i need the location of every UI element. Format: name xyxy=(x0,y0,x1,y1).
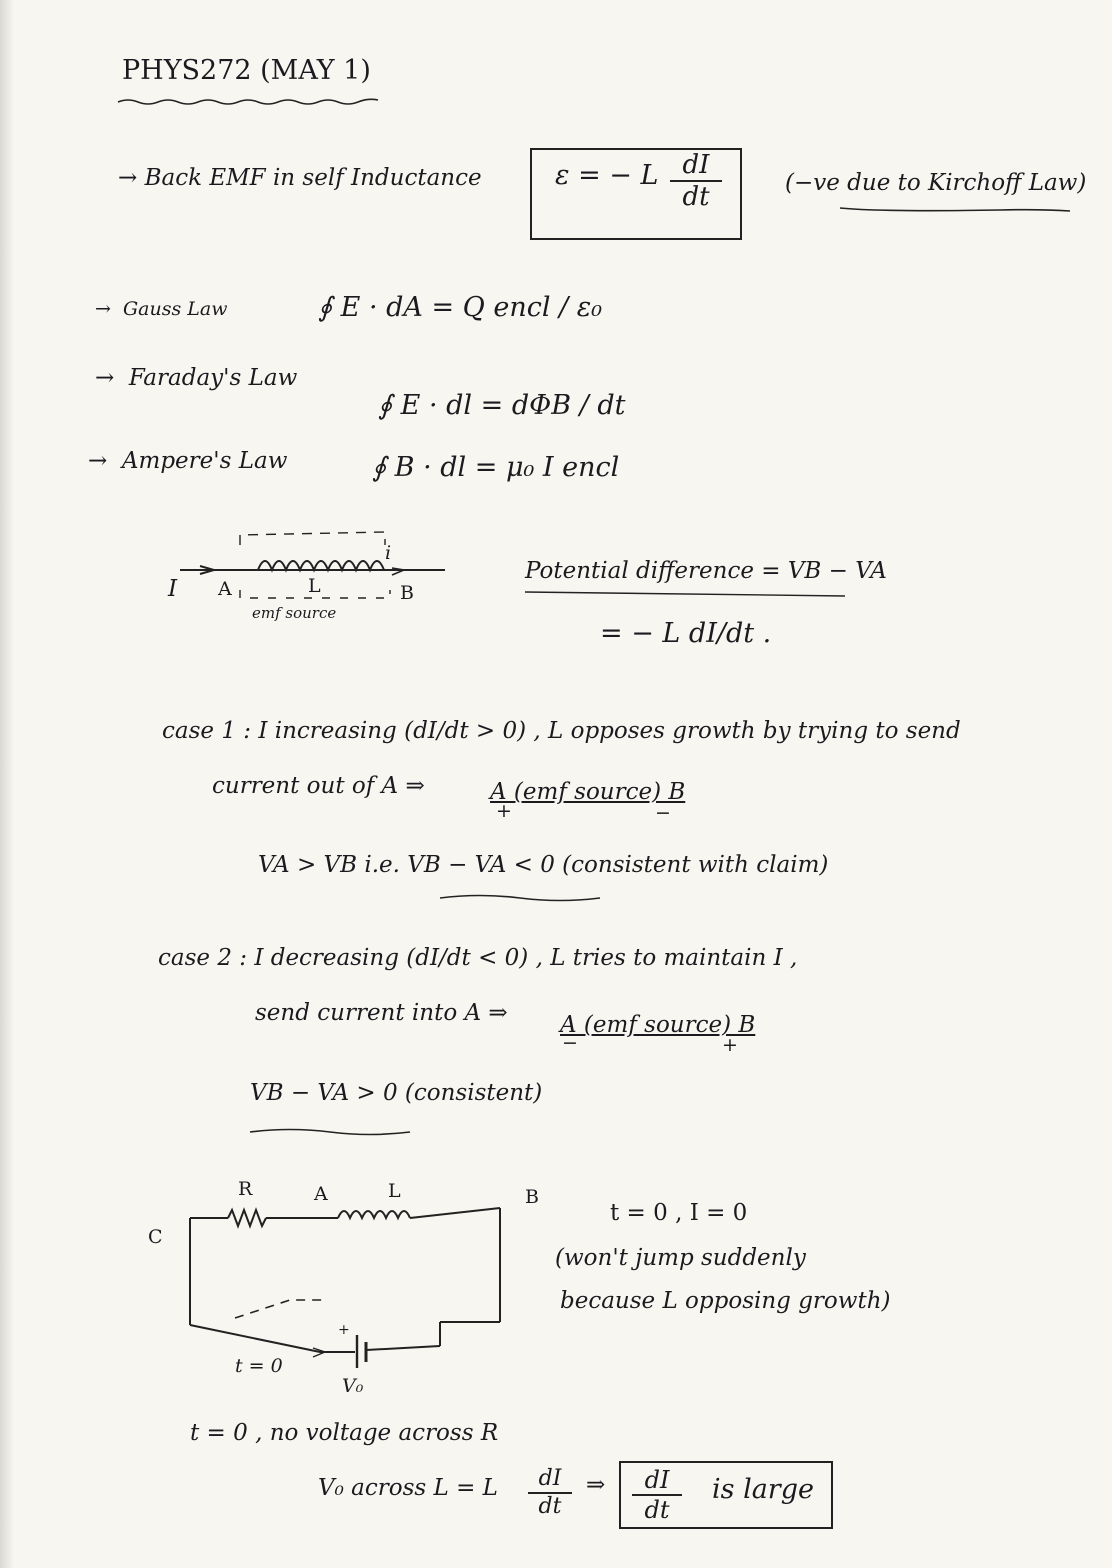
conclusion-boxed-fraction xyxy=(632,1468,682,1522)
conclusion-boxed-numerator: dI xyxy=(632,1468,682,1496)
switch-dashed-arm xyxy=(235,1300,322,1318)
case1-line2: current out of A ⇒ xyxy=(212,773,425,799)
back-emf-denominator: dt xyxy=(682,182,710,212)
case2-line3: VB − VA > 0 (consistent) xyxy=(250,1080,543,1106)
potential-underline xyxy=(525,592,845,596)
inductor-node-a: A xyxy=(218,578,232,600)
initial-condition-line1: t = 0 , I = 0 xyxy=(610,1200,748,1226)
faraday-law-label: → Faraday's Law xyxy=(95,365,298,391)
circuit-inductor-label: L xyxy=(388,1180,401,1202)
case2-line1: case 2 : I decreasing (dI/dt < 0) , L tries to maintain I , xyxy=(158,945,798,971)
potential-difference-line1: Potential difference = VB − VA xyxy=(525,558,887,584)
case1-emf-source: A (emf source) B xyxy=(490,779,686,805)
inductor-current-label: I xyxy=(168,576,178,602)
gauss-law-formula: ∮ E · dA = Q encl / ε₀ xyxy=(318,292,603,323)
case2-plus-sign: + xyxy=(722,1034,738,1056)
potential-difference-line2: = − L dI/dt . xyxy=(600,618,772,649)
conclusion-denominator: dt xyxy=(538,1494,562,1519)
emf-dashed-box-top xyxy=(240,532,385,545)
case2-line2: send current into A ⇒ xyxy=(255,1000,508,1026)
initial-condition-line2: (won't jump suddenly xyxy=(555,1245,806,1271)
case1-line3: VA > VB i.e. VB − VA < 0 (consistent with claim) xyxy=(258,852,829,878)
circuit-node-b: B xyxy=(525,1186,539,1208)
conclusion-line1: t = 0 , no voltage across R xyxy=(190,1420,499,1446)
conclusion-line2: V₀ across L = L xyxy=(318,1475,498,1501)
circuit-inductor-icon xyxy=(338,1211,410,1218)
case1-minus-sign: − xyxy=(655,802,671,824)
circuit-node-a: A xyxy=(314,1183,328,1205)
title-underline xyxy=(118,99,378,104)
back-emf-label: → Back EMF in self Inductance xyxy=(118,165,482,191)
page-title: PHYS272 (MAY 1) xyxy=(122,55,371,86)
conclusion-boxed-denominator: dt xyxy=(644,1496,670,1524)
rl-circuit-diagram xyxy=(190,1208,500,1368)
faraday-law-formula: ∮ E · dl = dΦB / dt xyxy=(378,390,626,421)
case1-underline xyxy=(440,896,600,901)
case2-minus-sign: − xyxy=(562,1032,578,1054)
gauss-law-label: → Gauss Law xyxy=(95,298,228,320)
resistor-icon xyxy=(228,1210,266,1226)
circuit-resistor-label: R xyxy=(238,1178,253,1200)
emf-source-label: emf source xyxy=(252,604,337,622)
conclusion-implies-arrow: ⇒ xyxy=(586,1472,606,1498)
case2-underline xyxy=(250,1130,410,1135)
conclusion-numerator: dI xyxy=(528,1468,572,1494)
kirchoff-note: (−ve due to Kirchoff Law) xyxy=(785,170,1087,196)
switch-contact-left xyxy=(190,1325,320,1352)
ampere-law-label: → Ampere's Law xyxy=(88,448,288,474)
inductor-l-label: L xyxy=(308,575,321,597)
conclusion-is-large: is large xyxy=(712,1474,814,1505)
circuit-node-c: C xyxy=(148,1226,163,1248)
initial-condition-line3: because L opposing growth) xyxy=(560,1288,891,1314)
small-current-arrow-icon xyxy=(392,568,404,575)
battery-label: V₀ xyxy=(342,1375,364,1397)
inductor-small-current: i xyxy=(385,542,392,564)
conclusion-fraction xyxy=(528,1468,572,1518)
ampere-law-formula: ∮ B · dl = μ₀ I encl xyxy=(372,452,620,483)
back-emf-numerator: dI xyxy=(670,152,722,182)
kirchoff-underline xyxy=(840,208,1070,211)
back-emf-formula: ε = − L xyxy=(555,160,659,191)
case2-emf-source: A (emf source) B xyxy=(560,1012,756,1038)
case1-plus-sign: + xyxy=(496,800,512,822)
inductor-coil-icon xyxy=(258,561,384,570)
case1-line1: case 1 : I increasing (dI/dt > 0) , L opposes growth by trying to send xyxy=(162,718,961,744)
switch-time-label: t = 0 xyxy=(235,1355,283,1377)
battery-plus-sign: + xyxy=(338,1322,350,1338)
inductor-node-b: B xyxy=(400,582,414,604)
